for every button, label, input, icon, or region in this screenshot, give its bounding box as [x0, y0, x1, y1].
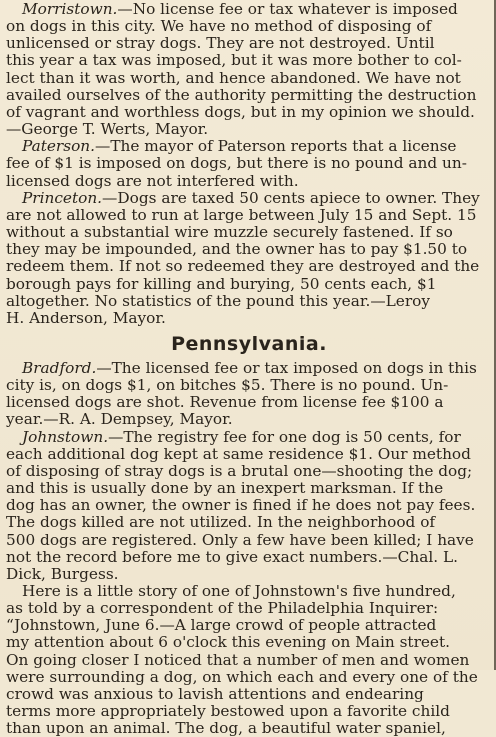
text-line: this year a tax was imposed, but it was more bother to col- — [6, 52, 462, 70]
text-line: as told by a correspondent of the Philadelphia Inquirer: — [6, 600, 439, 618]
text-line: Bradford.—The licensed fee or tax imposed on dogs in this — [22, 359, 477, 377]
text-line: lect than it was worth, and hence abandoned. We have not — [6, 69, 461, 87]
text-line: are not allowed to run at large between July 15 and Sept. 15 — [6, 206, 477, 224]
text-line: borough pays for killing and burying, 50 cents each, $1 — [6, 275, 437, 293]
text-line: unlicensed or stray dogs. They are not destroyed. Until — [6, 35, 435, 53]
text-line: of vagrant and worthless dogs, but in my opinion we should. — [6, 103, 475, 121]
text-line: on dogs in this city. We have no method of disposing of — [6, 18, 432, 36]
text-line: Johnstown.—The registry fee for one dog is 50 cents, for — [22, 428, 461, 446]
text-line: crowd was anxious to lavish attentions and endearing — [6, 685, 424, 703]
text-line: Paterson.—The mayor of Paterson reports that a license — [22, 138, 457, 156]
text-line: year.—R. A. Dempsey, Mayor. — [6, 411, 233, 429]
text-line: dog has an owner, the owner is fined if he does not pay fees. — [6, 497, 476, 515]
text-line: and this is usually done by an inexpert marksman. If the — [6, 480, 444, 498]
text-line: without a substantial wire muzzle securely fastened. If so — [6, 224, 453, 242]
text-line: Dick, Burgess. — [6, 565, 119, 583]
text-line: availed ourselves of the authority permitting the destruction — [6, 86, 477, 104]
text-line: Princeton.—Dogs are taxed 50 cents apiece to owner. They — [22, 189, 480, 207]
text-line: they may be impounded, and the owner has to pay $1.50 to — [6, 241, 468, 259]
paragraph-bradford — [6, 360, 492, 429]
text-line: of disposing of stray dogs is a brutal one—shooting the dog; — [6, 462, 473, 480]
text-line: H. Anderson, Mayor. — [6, 309, 166, 327]
text-line: The dogs killed are not utilized. In the neighborhood of — [6, 514, 436, 532]
text-line: licensed dogs are not interfered with. — [6, 172, 299, 190]
text-line: —George T. Werts, Mayor. — [6, 121, 209, 139]
text-line: Here is a little story of one of Johnstown's five hundred, — [22, 583, 456, 600]
paragraph-story — [6, 583, 492, 737]
text-line: terms more appropriately bestowed upon a favorite child — [6, 703, 450, 721]
text-line: each additional dog kept at same residence $1. Our method — [6, 445, 471, 463]
text-line: fee of $1 is imposed on dogs, but there is no pound and un- — [6, 155, 467, 173]
text-line: redeem them. If not so redeemed they are destroyed and the — [6, 258, 480, 276]
paragraph-paterson — [6, 138, 492, 189]
paragraph-johnstown — [6, 429, 492, 583]
text-line: altogether. No statistics of the pound this year.—Leroy — [6, 292, 430, 310]
text-line: my attention about 6 o'clock this evening on Main street. — [6, 634, 450, 652]
text-line: 500 dogs are registered. Only a few have been killed; I have — [6, 531, 474, 549]
text-line: On going closer I noticed that a number of men and women — [6, 651, 470, 669]
text-line: were surrounding a dog, on which each and every one of the — [6, 668, 478, 686]
text-line: city is, on dogs $1, on bitches $5. There is no pound. Un- — [6, 377, 449, 395]
paragraph-morristown — [6, 1, 492, 138]
text-line: than upon an animal. The dog, a beautiful water spaniel, — [6, 720, 446, 737]
paragraph-princeton — [6, 190, 492, 327]
text-line: licensed dogs are shot. Revenue from license fee $100 a — [6, 394, 444, 412]
text-line: Morristown.—No license fee or tax whatever is imposed — [22, 1, 458, 18]
text-line: not the record before me to give exact numbers.—Chal. L. — [6, 548, 458, 566]
section-heading: Pennsylvania. — [171, 332, 327, 355]
text-line: “Johnstown, June 6.—A large crowd of people attracted — [6, 617, 437, 635]
